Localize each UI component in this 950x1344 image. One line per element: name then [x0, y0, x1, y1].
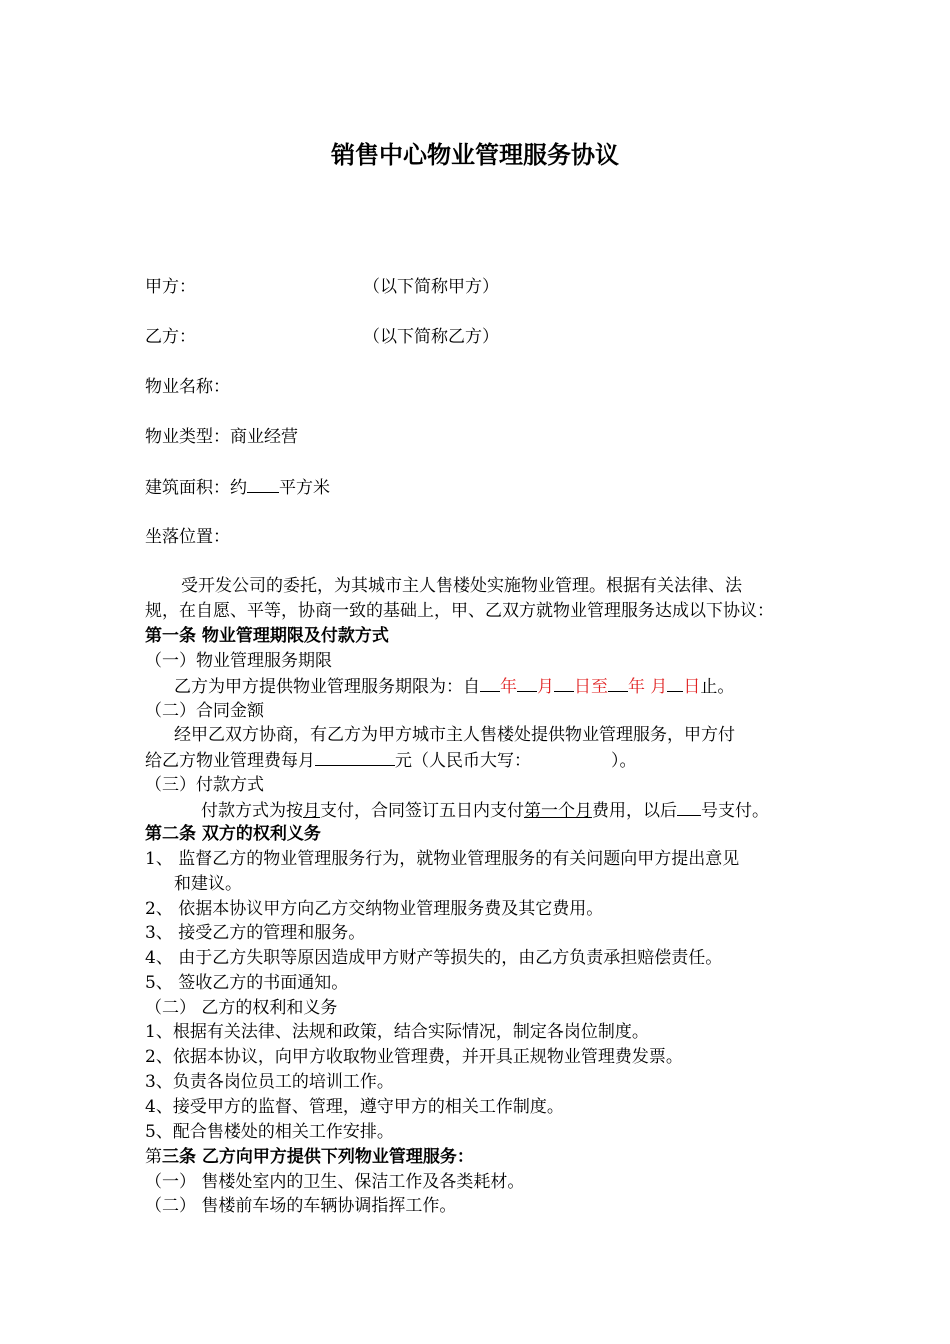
payment-method: 付款方式为按月支付，合同签订五日内支付第一个月费用，以后 号支付。 [201, 801, 769, 821]
list-item: 1、 监督乙方的物业管理服务行为，就物业管理服务的有关问题向甲方提出意见 [145, 849, 740, 869]
period-year-2: 年 [628, 677, 651, 697]
period-prefix: 乙方为甲方提供物业管理服务期限为：自 [174, 677, 480, 697]
article-1-sub-2: （二）合同金额 [145, 701, 264, 721]
amount-end: ）。 [611, 751, 637, 771]
list-item: 和建议。 [174, 874, 242, 894]
area-suffix: 平方米 [279, 478, 330, 498]
list-item: 4、接受甲方的监督、管理，遵守甲方的相关工作制度。 [145, 1097, 564, 1117]
pay-month: 月 [303, 801, 320, 821]
article-2-heading: 第二条 双方的权利义务 [145, 824, 321, 844]
amount-prefix: 给乙方物业管理费每月 [145, 751, 315, 771]
intro-line-2: 规，在自愿、平等，协商一致的基础上，甲、乙双方就物业管理服务达成以下协议： [145, 601, 774, 621]
list-item: 5、配合售楼处的相关工作安排。 [145, 1122, 394, 1142]
property-name: 物业名称： [145, 377, 230, 397]
amount-blank [315, 749, 395, 766]
list-item: 2、依据本协议，向甲方收取物业管理费，并开具正规物业管理费发票。 [145, 1047, 683, 1067]
list-item: 5、 签收乙方的书面通知。 [145, 973, 349, 993]
list-item: 2、 依据本协议甲方向乙方交纳物业管理服务费及其它费用。 [145, 899, 604, 919]
article-1-heading: 第一条 物业管理期限及付款方式 [145, 626, 389, 646]
list-item: （一） 售楼处室内的卫生、保洁工作及各类耗材。 [145, 1172, 525, 1192]
period-year-1: 年 [500, 677, 517, 697]
pay-first-month: 第一个月 [524, 801, 592, 821]
service-period [174, 675, 734, 698]
document-title: 销售中心物业管理服务协议 [331, 141, 619, 169]
article-2-sub-2: （二） 乙方的权利和义务 [145, 998, 338, 1018]
pay-day-blank [677, 799, 701, 816]
period-month-2: 月 [650, 677, 668, 697]
article-3-heading: 第三条 乙方向甲方提供下列物业管理服务： [145, 1147, 474, 1167]
area-prefix: 建筑面积：约 [145, 478, 247, 498]
article-1-sub-1: （一）物业管理服务期限 [145, 651, 332, 671]
list-item: 3、 接受乙方的管理和服务。 [145, 923, 366, 943]
party-b-note: （以下简称乙方） [363, 327, 499, 347]
party-a-note: （以下简称甲方） [363, 277, 499, 297]
period-suffix: 止。 [700, 677, 735, 697]
property-type: 物业类型：商业经营 [145, 427, 298, 447]
amount-suffix: 元（人民币大写： [395, 751, 531, 771]
location: 坐落位置： [145, 527, 230, 547]
period-month-1: 月 [537, 677, 554, 697]
amount-line-1: 经甲乙双方协商，有乙方为甲方城市主人售楼处提供物业管理服务，甲方付 [174, 725, 735, 745]
list-item: 1、根据有关法律、法规和政策，结合实际情况，制定各岗位制度。 [145, 1022, 649, 1042]
area-blank [247, 476, 279, 493]
list-item: （二） 售楼前车场的车辆协调指挥工作。 [145, 1196, 457, 1216]
amount-line-2 [145, 749, 637, 772]
article-1-sub-3: （三）付款方式 [145, 775, 264, 795]
intro-line-1: 受开发公司的委托，为其城市主人售楼处实施物业管理。根据有关法律、法 [181, 576, 742, 596]
period-day-to: 日至 [574, 677, 608, 697]
building-area [145, 476, 330, 499]
list-item: 3、负责各岗位员工的培训工作。 [145, 1072, 394, 1092]
period-day-2: 日 [683, 677, 701, 697]
party-b-label: 乙方： [145, 327, 196, 347]
party-a-label: 甲方： [145, 277, 196, 297]
list-item: 4、 由于乙方失职等原因造成甲方财产等损失的，由乙方负责承担赔偿责任。 [145, 948, 723, 968]
